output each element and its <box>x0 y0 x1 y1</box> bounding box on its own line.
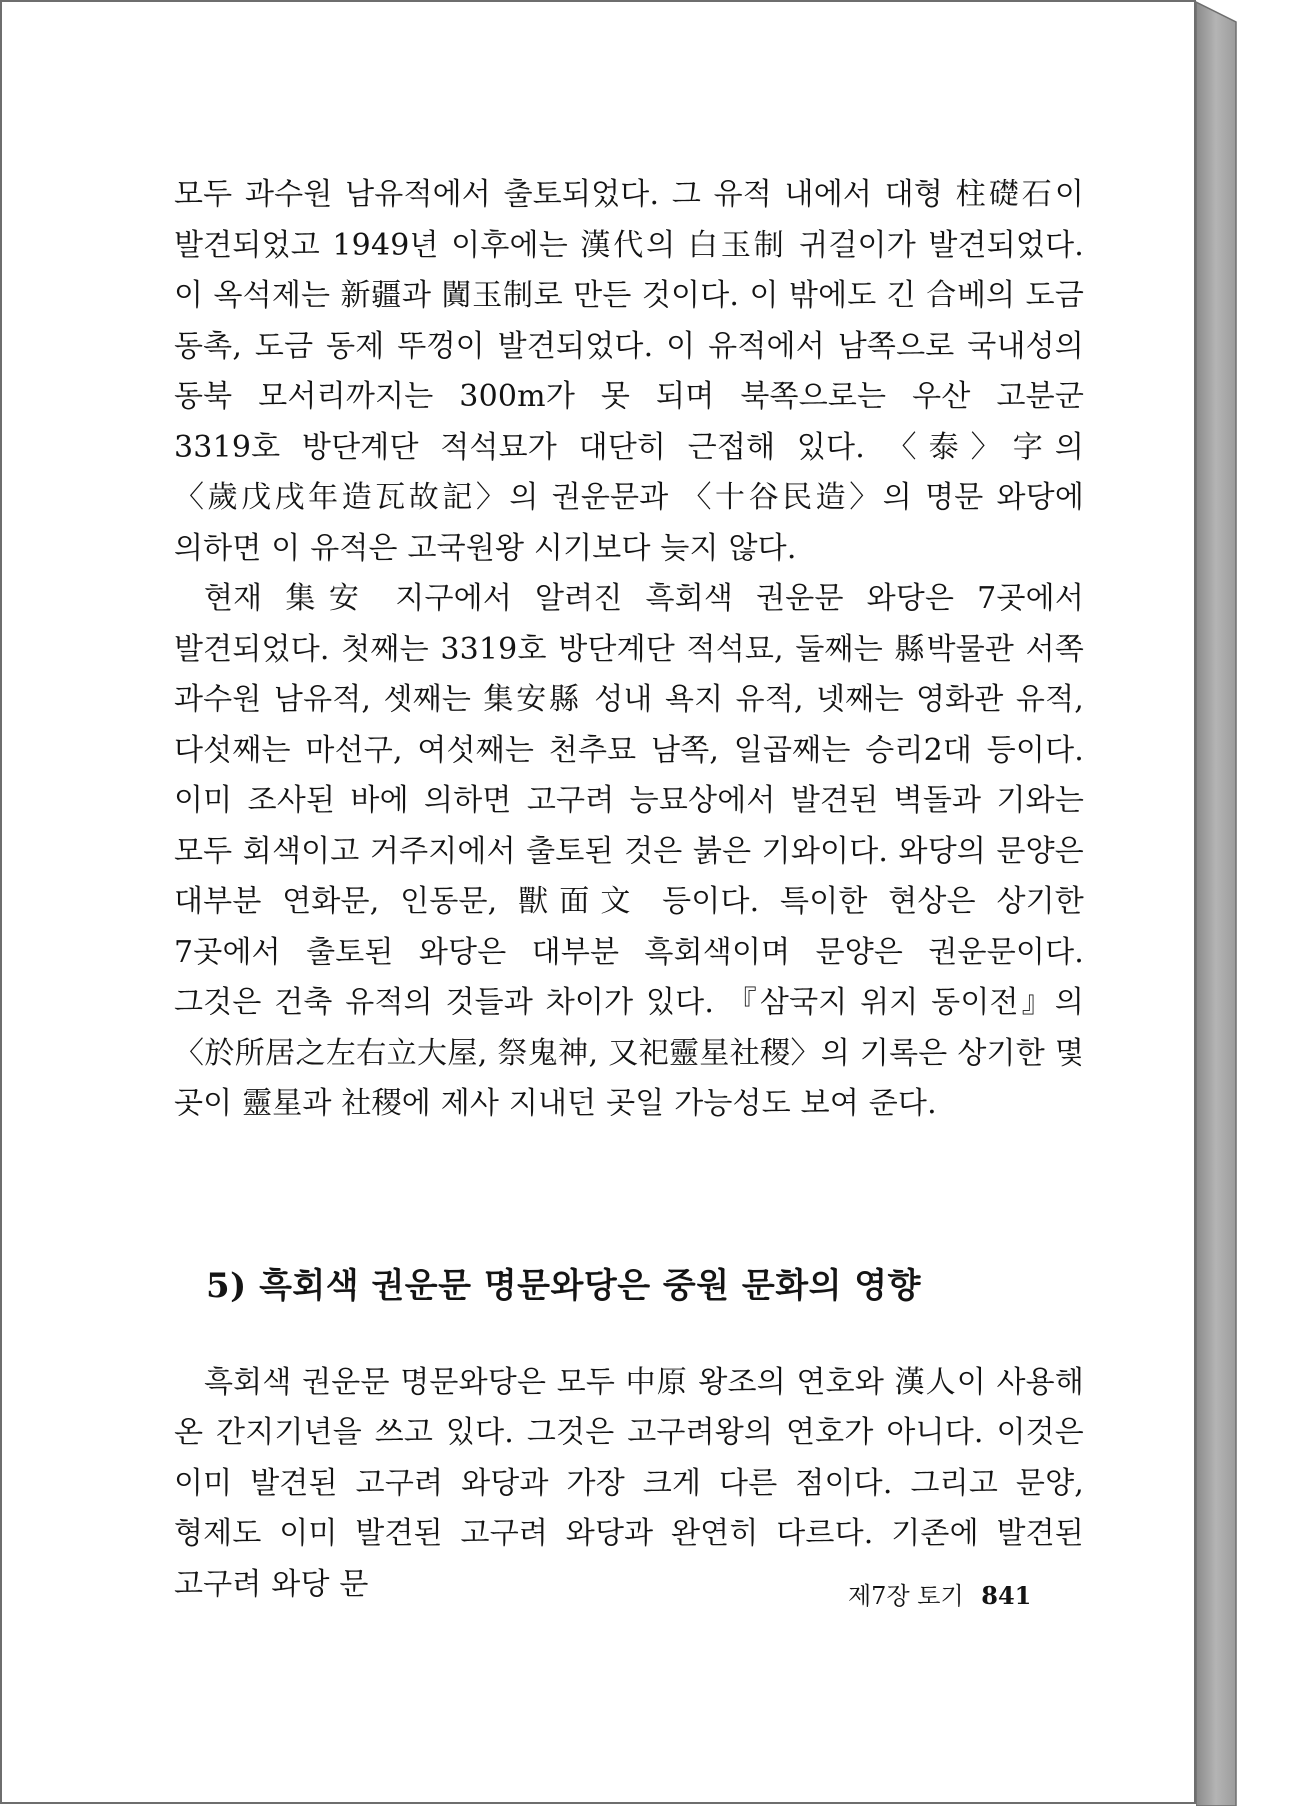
page-edge-shadow <box>1196 0 1266 1806</box>
page-content <box>174 170 1084 1610</box>
section-paragraph: 흑회색 권운문 명문와당은 모두 中原 왕조의 연호와 漢人이 사용해 온 간지기년을 쓰고 있다. 그것은 고구려왕의 연호가 아니다. 이것은 이미 발견된 고구려 와당과 가장 크게 다른 점이다. 그리고 문양, 형제도 이미 발견된 고구려 와당과 완연히 다르다. 기존에 발견된 고구려 와당 문 <box>174 1364 1084 1602</box>
page-number: 841 <box>981 1581 1032 1610</box>
section-heading: 5) 흑회색 권운문 명문와당은 중원 문화의 영향 <box>206 1265 921 1306</box>
body-paragraph-2: 현재 集安 지구에서 알려진 흑회색 권운문 와당은 7곳에서 발견되었다. 첫째는 3319호 방단계단 적석묘, 둘째는 縣박물관 서쪽 과수원 남유적, 셋째는 集安縣 성내 욕지 유적, 넷째는 영화관 유적, 다섯째는 마선구, 여섯째는 천추묘 남쪽, 일곱째는 승리2대 등이다. 이미 조사된 바에 의하면 고구려 능묘상에서 발견된 벽돌과 기와는 모두 회색이고 거주지에서 출토된 것은 붉은 기와이다. 와당의 문양은 대부분 연화문, 인동문, 獸面文 등이다. 특이한 현상은 상기한 7곳에서 출토된 와당은 대부분 흑회색이며 문양은 권운문이다. 그것은 건축 유적의 것들과 차이가 있다. 『삼국지 위지 동이전』의 〈於所居之左右立大屋, 祭鬼神, 又祀靈星社稷〉의 기록은 상기한 몇 곳이 靈星과 社稷에 제사 지내던 곳일 가능성도 보여 준다. <box>174 581 1084 1121</box>
body-paragraph-1: 모두 과수원 남유적에서 출토되었다. 그 유적 내에서 대형 柱礎石이 발견되었고 1949년 이후에는 漢代의 白玉制 귀걸이가 발견되었다. 이 옥석제는 新疆과 闐玉制로 만든 것이다. 이 밖에도 긴 合베의 도금 동촉, 도금 동제 뚜껑이 발견되었다. 이 유적에서 남쪽으로 국내성의 동북 모서리까지는 300m가 못 되며 북쪽으로는 우산 고분군 3319호 방단계단 적석묘가 대단히 근접해 있다. 〈泰〉字의 〈歲戊戌年造瓦故記〉의 권운문과 〈十谷民造〉의 명문 와당에 의하면 이 유적은 고국원왕 시기보다 늦지 않다. <box>174 177 1084 566</box>
page-footer <box>848 1580 1088 1612</box>
chapter-label: 제7장 토기 <box>848 1582 964 1610</box>
